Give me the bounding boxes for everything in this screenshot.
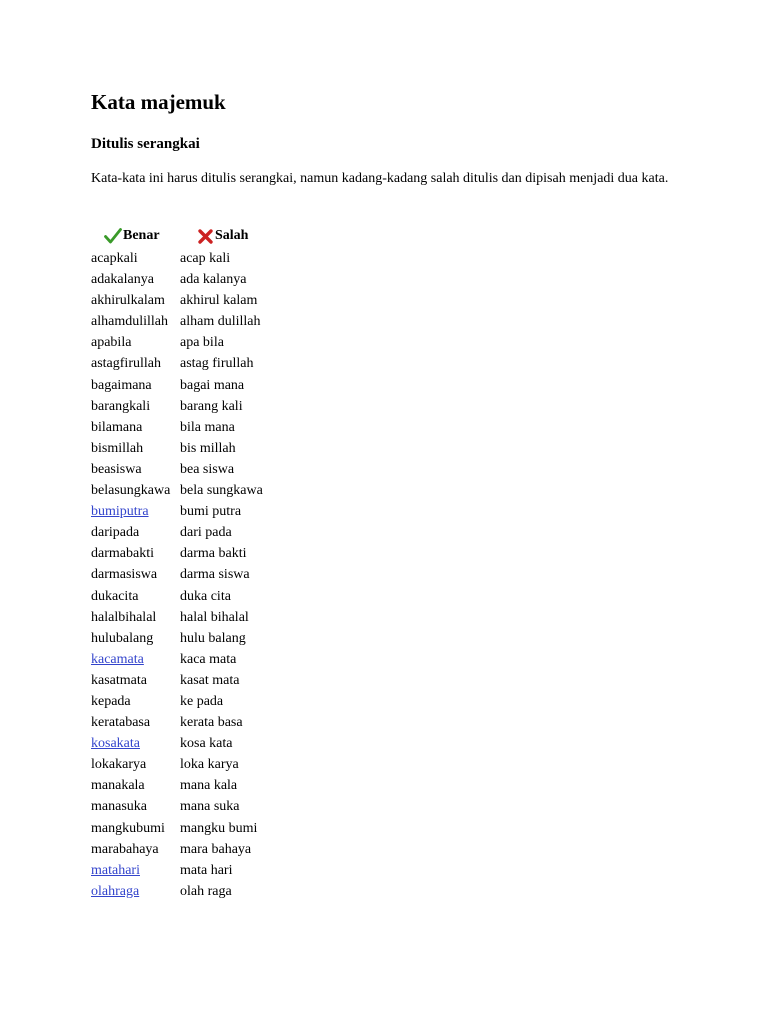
word-salah: mana suka [180,799,240,815]
table-row [91,248,300,269]
table-row [91,332,300,353]
word-salah: astag firullah [180,356,254,372]
table-row [91,417,300,438]
section-heading: Ditulis serangkai [91,136,200,152]
word-salah: ada kalanya [180,272,247,288]
table-row [91,881,300,902]
word-benar: marabahaya [91,841,159,857]
table-row [91,628,300,649]
word-benar: lokakarya [91,757,147,773]
cross-icon [197,228,214,245]
word-benar: hulubalang [91,630,154,646]
word-salah: halal bihalal [180,609,249,625]
word-salah: kasat mata [180,672,240,688]
word-benar: belasungkawa [91,483,171,499]
word-benar: halalbihalal [91,609,157,625]
word-link-benar[interactable]: matahari [91,862,140,878]
word-benar: dukacita [91,588,139,604]
word-salah: bea siswa [180,461,235,477]
word-salah: bela sungkawa [180,483,263,499]
word-benar: barangkali [91,398,151,414]
table-row [91,796,300,817]
table-row [91,712,300,733]
word-benar: mangkubumi [91,820,165,836]
table-row [91,459,300,480]
word-benar: beasiswa [91,461,142,477]
word-salah: darma siswa [180,567,250,583]
word-table [91,248,300,902]
word-benar: acapkali [91,251,138,266]
word-benar: daripada [91,525,140,541]
word-salah: bila mana [180,419,235,435]
word-salah: duka cita [180,588,231,604]
table-row [91,775,300,796]
word-benar: astagfirullah [91,356,161,372]
word-salah: loka karya [180,757,239,773]
word-benar: apabila [91,335,132,351]
word-salah: bagai mana [180,377,245,393]
word-benar: bismillah [91,440,144,456]
table-row [91,564,300,585]
table-row [91,480,300,501]
word-salah: acap kali [180,251,231,266]
word-salah: mara bahaya [180,841,252,857]
word-benar: adakalanya [91,272,154,288]
table-row [91,586,300,607]
word-salah: dari pada [180,525,232,541]
table-row [91,733,300,754]
word-benar: kasatmata [91,672,147,688]
intro-paragraph: Kata-kata ini harus ditulis serangkai, namun kadang-kadang salah ditulis dan dipisah menjadi dua kata. [91,171,669,186]
word-salah: mana kala [180,778,238,794]
table-row [91,818,300,839]
table-row [91,543,300,564]
word-benar: bagaimana [91,377,152,393]
page-title: Kata majemuk [91,90,226,114]
word-salah: bis millah [180,440,236,456]
table-row [91,670,300,691]
word-benar: kepada [91,693,131,709]
table-row [91,311,300,332]
table-row [91,353,300,374]
table-row [91,649,300,670]
word-salah: bumi putra [180,504,242,520]
table-row [91,860,300,881]
checkmark-icon [104,227,122,245]
word-benar: manakala [91,778,145,794]
table-row [91,522,300,543]
word-salah: alham dulillah [180,314,261,330]
table-row [91,607,300,628]
word-salah: darma bakti [180,546,247,562]
word-link-benar[interactable]: kacamata [91,651,144,667]
word-salah: hulu balang [180,630,246,646]
word-salah: olah raga [180,883,232,899]
table-row [91,269,300,290]
word-salah: barang kali [180,398,243,414]
column-header-salah-label: Salah [215,228,249,243]
word-benar: darmabakti [91,546,154,562]
table-row [91,691,300,712]
column-header-benar-label: Benar [123,228,160,243]
table-row [91,438,300,459]
word-link-benar[interactable]: bumiputra [91,504,149,520]
column-header-salah [197,226,248,246]
word-salah: mata hari [180,862,233,878]
word-benar: manasuka [91,799,147,815]
word-salah: mangku bumi [180,820,258,836]
word-link-benar[interactable]: olahraga [91,883,140,899]
word-link-benar[interactable]: kosakata [91,736,140,752]
table-row [91,501,300,522]
word-salah: kaca mata [180,651,237,667]
column-header-benar [104,226,160,246]
word-benar: darmasiswa [91,567,158,583]
table-row [91,375,300,396]
word-salah: kerata basa [180,715,243,731]
word-benar: akhirulkalam [91,293,165,309]
word-salah: ke pada [180,693,224,709]
table-row [91,839,300,860]
table-row [91,754,300,775]
word-benar: alhamdulillah [91,314,168,330]
table-row [91,290,300,311]
table-row [91,396,300,417]
word-benar: bilamana [91,419,143,435]
word-salah: kosa kata [180,736,233,752]
word-salah: apa bila [180,335,224,351]
word-salah: akhirul kalam [180,293,258,309]
word-benar: keratabasa [91,715,151,731]
